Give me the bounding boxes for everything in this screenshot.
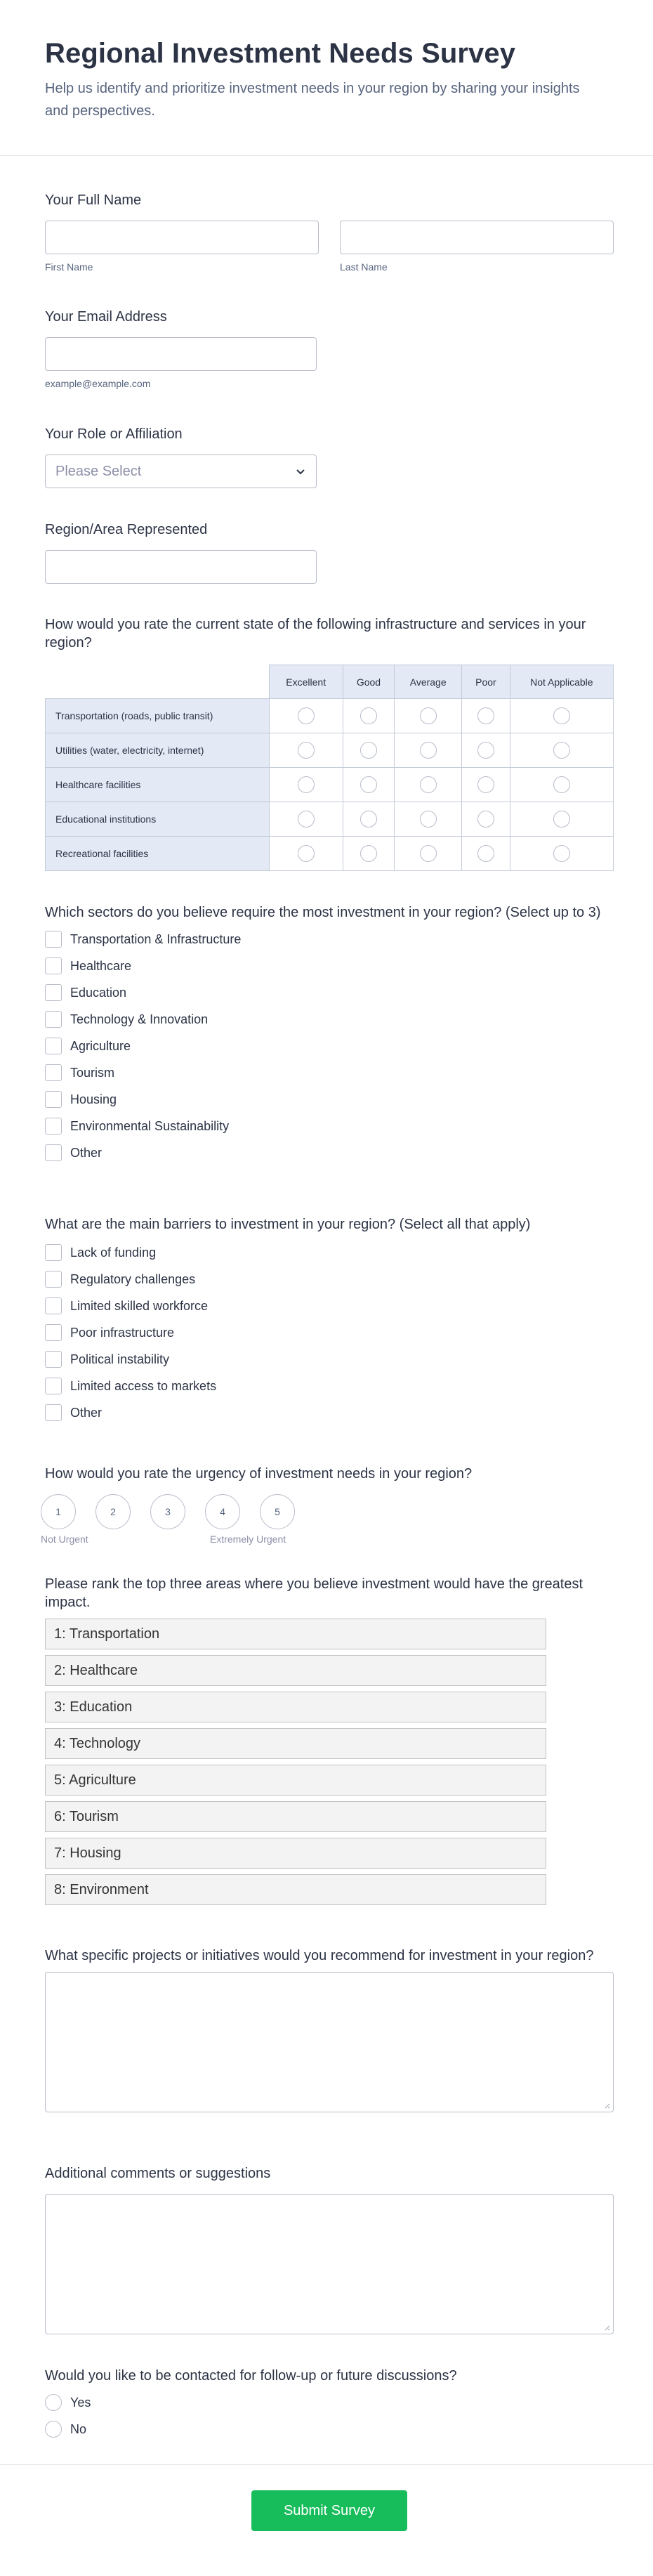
matrix-radio[interactable] <box>420 845 437 862</box>
checkbox[interactable] <box>45 1038 62 1054</box>
comments-field <box>45 2164 614 2334</box>
matrix-row <box>46 733 614 768</box>
matrix-radio[interactable] <box>298 742 315 759</box>
sector-option[interactable] <box>45 979 614 1006</box>
barrier-option[interactable] <box>45 1239 614 1266</box>
matrix-radio[interactable] <box>360 811 377 828</box>
checkbox[interactable] <box>45 931 62 948</box>
sector-option[interactable] <box>45 1086 614 1113</box>
checkbox[interactable] <box>45 1244 62 1261</box>
contact-field <box>45 2367 614 2443</box>
matrix-radio[interactable] <box>420 811 437 828</box>
checkbox[interactable] <box>45 1011 62 1028</box>
region-field <box>45 521 317 584</box>
resize-grip-icon[interactable] <box>603 2324 610 2331</box>
checkbox[interactable] <box>45 1271 62 1288</box>
sector-option-label: Technology & Innovation <box>70 1012 209 1026</box>
chevron-down-icon <box>295 466 306 477</box>
matrix-row <box>46 802 614 837</box>
sectors-label: Which sectors do you believe require the most investment in your region? (Select up to 3) <box>45 905 601 920</box>
role-select-placeholder: Please Select <box>55 463 142 479</box>
sector-option[interactable] <box>45 953 614 979</box>
matrix-radio[interactable] <box>553 776 570 793</box>
contact-option[interactable] <box>45 2416 614 2443</box>
barrier-option[interactable] <box>45 1266 614 1293</box>
matrix-radio[interactable] <box>420 742 437 759</box>
infrastructure-rating-field <box>45 615 614 871</box>
matrix-radio[interactable] <box>477 811 494 828</box>
contact-option-label: No <box>70 2421 87 2436</box>
matrix-row-label: Educational institutions <box>46 802 270 837</box>
role-field <box>45 425 317 488</box>
matrix-radio[interactable] <box>553 811 570 828</box>
email-label: Your Email Address <box>45 309 167 325</box>
full-name-field <box>45 191 614 273</box>
scale-option[interactable]: 5 <box>260 1494 295 1529</box>
matrix-col-header: Not Applicable <box>510 665 613 699</box>
matrix-radio[interactable] <box>477 707 494 724</box>
matrix-radio[interactable] <box>477 845 494 862</box>
last-name-input[interactable] <box>340 221 614 254</box>
submit-button[interactable]: Submit Survey <box>251 2490 407 2531</box>
form-footer <box>0 2464 653 2576</box>
matrix-row-label: Recreational facilities <box>46 837 270 871</box>
matrix-radio[interactable] <box>553 707 570 724</box>
projects-textarea[interactable] <box>45 1972 614 2112</box>
role-label: Your Role or Affiliation <box>45 426 183 442</box>
matrix-col-header: Poor <box>462 665 510 699</box>
urgency-scale <box>41 1494 614 1529</box>
email-sublabel: example@example.com <box>45 378 151 389</box>
scale-option[interactable]: 4 <box>205 1494 240 1529</box>
form-header <box>0 0 653 156</box>
barrier-option[interactable] <box>45 1319 614 1346</box>
matrix-radio[interactable] <box>553 742 570 759</box>
sector-option[interactable] <box>45 1033 614 1059</box>
matrix-radio[interactable] <box>360 742 377 759</box>
sectors-field <box>45 903 614 1166</box>
scale-option[interactable]: 1 <box>41 1494 76 1529</box>
barrier-option-label: Lack of funding <box>70 1245 157 1260</box>
contact-option[interactable] <box>45 2389 614 2416</box>
checkbox[interactable] <box>45 1118 62 1135</box>
region-input[interactable] <box>45 550 317 584</box>
sector-option[interactable] <box>45 1059 614 1086</box>
sector-option[interactable] <box>45 1006 614 1033</box>
rating-matrix <box>45 665 614 871</box>
sector-option-label: Transportation & Infrastructure <box>70 931 242 946</box>
matrix-row-label: Utilities (water, electricity, internet) <box>46 733 270 768</box>
checkbox[interactable] <box>45 1091 62 1108</box>
ranking-item[interactable]: 7: Housing <box>45 1838 546 1869</box>
urgency-label: How would you rate the urgency of investment needs in your region? <box>45 1466 473 1482</box>
checkbox[interactable] <box>45 1297 62 1314</box>
first-name-sublabel: First Name <box>45 261 93 273</box>
barriers-label: What are the main barriers to investment in your region? (Select all that apply) <box>45 1217 531 1232</box>
barriers-field <box>45 1215 614 1426</box>
sector-option-label: Agriculture <box>70 1038 131 1053</box>
matrix-radio[interactable] <box>477 776 494 793</box>
checkbox[interactable] <box>45 984 62 1001</box>
matrix-radio[interactable] <box>420 707 437 724</box>
ranking-item[interactable]: 4: Technology <box>45 1728 546 1759</box>
page-description: Help us identify and prioritize investment needs in your region by sharing your insights and perspectives. <box>45 81 580 119</box>
ranking-item[interactable]: 3: Education <box>45 1692 546 1722</box>
checkbox[interactable] <box>45 1064 62 1081</box>
scale-low-label: Not Urgent <box>41 1534 88 1545</box>
sector-option[interactable] <box>45 1113 614 1139</box>
comments-textarea[interactable] <box>45 2194 614 2334</box>
sector-option[interactable] <box>45 1139 614 1166</box>
ranking-label: Please rank the top three areas where you believe investment would have the greatest impact. <box>45 1576 583 1610</box>
radio-button[interactable] <box>45 2394 62 2411</box>
contact-label: Would you like to be contacted for follow-up or future discussions? <box>45 2368 457 2384</box>
matrix-radio[interactable] <box>420 776 437 793</box>
matrix-row-label: Transportation (roads, public transit) <box>46 699 270 733</box>
matrix-row <box>46 768 614 802</box>
barrier-option-label: Regulatory challenges <box>70 1271 196 1286</box>
projects-field <box>45 1947 614 2112</box>
comments-label: Additional comments or suggestions <box>45 2166 271 2181</box>
scale-option[interactable]: 3 <box>150 1494 185 1529</box>
last-name-sublabel: Last Name <box>340 261 388 273</box>
checkbox[interactable] <box>45 1324 62 1341</box>
barrier-option[interactable] <box>45 1346 614 1373</box>
matrix-corner <box>46 665 270 699</box>
region-label: Region/Area Represented <box>45 522 208 537</box>
matrix-col-header: Good <box>343 665 395 699</box>
barrier-option[interactable] <box>45 1293 614 1319</box>
email-input[interactable] <box>45 337 317 371</box>
sector-option-label: Other <box>70 1145 103 1160</box>
sector-option-label: Environmental Sustainability <box>70 1118 230 1133</box>
projects-label: What specific projects or initiatives would you recommend for investment in your region? <box>45 1948 594 1963</box>
ranking-item[interactable]: 8: Environment <box>45 1874 546 1905</box>
matrix-row <box>46 837 614 871</box>
ranking-item[interactable]: 5: Agriculture <box>45 1765 546 1796</box>
sector-option-label: Healthcare <box>70 958 132 973</box>
ranking-list <box>45 1619 614 1905</box>
sector-option-label: Housing <box>70 1092 117 1106</box>
sector-option-label: Tourism <box>70 1065 115 1080</box>
contact-option-label: Yes <box>70 2395 91 2410</box>
urgency-field <box>41 1465 614 1548</box>
barrier-option-label: Political instability <box>70 1352 170 1366</box>
checkbox[interactable] <box>45 1404 62 1421</box>
checkbox[interactable] <box>45 1144 62 1161</box>
checkbox[interactable] <box>45 957 62 974</box>
email-field <box>45 308 317 389</box>
checkbox[interactable] <box>45 1351 62 1368</box>
matrix-col-header: Excellent <box>269 665 343 699</box>
ranking-field <box>45 1575 614 1911</box>
full-name-label: Your Full Name <box>45 192 142 208</box>
role-select[interactable] <box>45 455 317 488</box>
matrix-radio[interactable] <box>553 845 570 862</box>
matrix-radio[interactable] <box>298 845 315 862</box>
ranking-item[interactable]: 2: Healthcare <box>45 1655 546 1686</box>
radio-button[interactable] <box>45 2421 62 2438</box>
sector-option[interactable] <box>45 926 614 953</box>
barrier-option[interactable] <box>45 1399 614 1426</box>
infrastructure-rating-label: How would you rate the current state of the following infrastructure and services in your region? <box>45 617 586 650</box>
barrier-option[interactable] <box>45 1373 614 1399</box>
checkbox[interactable] <box>45 1378 62 1394</box>
matrix-radio[interactable] <box>298 776 315 793</box>
matrix-radio[interactable] <box>360 776 377 793</box>
matrix-radio[interactable] <box>360 845 377 862</box>
ranking-item[interactable]: 6: Tourism <box>45 1801 546 1832</box>
matrix-radio[interactable] <box>298 811 315 828</box>
matrix-row <box>46 699 614 733</box>
matrix-row-label: Healthcare facilities <box>46 768 270 802</box>
first-name-input[interactable] <box>45 221 319 254</box>
sector-option-label: Education <box>70 985 127 1000</box>
scale-high-label: Extremely Urgent <box>210 1534 286 1545</box>
matrix-col-header: Average <box>395 665 462 699</box>
ranking-item[interactable]: 1: Transportation <box>45 1619 546 1649</box>
barrier-option-label: Limited skilled workforce <box>70 1298 209 1313</box>
matrix-radio[interactable] <box>298 707 315 724</box>
matrix-radio[interactable] <box>360 707 377 724</box>
barrier-option-label: Poor infrastructure <box>70 1325 175 1340</box>
barrier-option-label: Other <box>70 1405 103 1420</box>
matrix-radio[interactable] <box>477 742 494 759</box>
scale-option[interactable]: 2 <box>95 1494 131 1529</box>
resize-grip-icon[interactable] <box>603 2102 610 2109</box>
page-title: Regional Investment Needs Survey <box>45 38 516 69</box>
barrier-option-label: Limited access to markets <box>70 1378 217 1393</box>
